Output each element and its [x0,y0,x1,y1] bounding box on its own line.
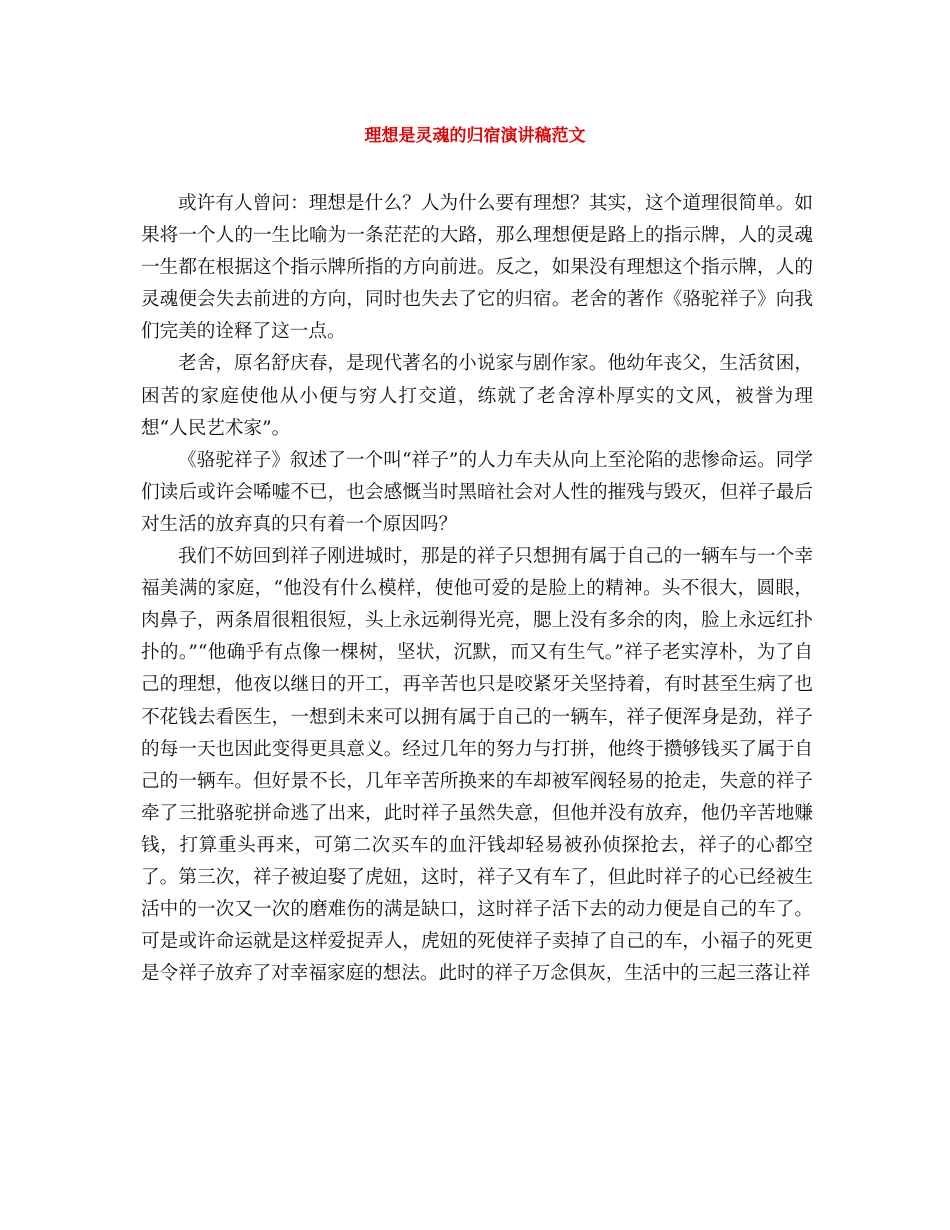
paragraph-3: 《骆驼祥子》叙述了一个叫“祥子”的人力车夫从向上至沦陷的悲惨命运。同学们读后或许会唏嘘不已，也会感慨当时黑暗社会对人性的摧残与毁灭，但祥子最后对生活的放弃真的只有着一个原因吗？ [141,449,813,535]
paragraph-1: 或许有人曾问：理想是什么？人为什么要有理想？其实，这个道理很简单。如果将一个人的一生比喻为一条茫茫的大路，那么理想便是路上的指示牌，人的灵魂一生都在根据这个指示牌所指的方向前进。反之，如果没有理想这个指示牌，人的灵魂便会失去前进的方向，同时也失去了它的归宿。老舍的著作《骆驼祥子》向我们完美的诠释了这一点。 [141,193,813,343]
document-title: 理想是灵魂的归宿演讲稿范文 [364,126,586,146]
document-body [141,188,813,990]
paragraph-4: 我们不妨回到祥子刚进城时，那是的祥子只想拥有属于自己的一辆车与一个幸福美满的家庭，“他没有什么模样，使他可爱的是脸上的精神。头不很大，圆眼，肉鼻子，两条眉很粗很短，头上永远剃得光亮，腮上没有多余的肉，脸上永远红扑扑的。”“他确乎有点像一棵树，坚状，沉默，而又有生气。”祥子老实淳朴，为了自己的理想，他夜以继日的开工，再辛苦也只是咬紧牙关坚持着，有时甚至生病了也不花钱去看医生，一想到未来可以拥有属于自己的一辆车，祥子便浑身是劲，祥子的每一天也因此变得更具意义。经过几年的努力与打拼，他终于攒够钱买了属于自己的一辆车。但好景不长，几年辛苦所换来的车却被军阀轻易的抢走，失意的祥子牵了三批骆驼拼命逃了出来，此时祥子虽然失意，但他并没有放弃，他仍辛苦地赚钱，打算重头再来，可第二次买车的血汗钱却轻易被孙侦探抢去，祥子的心都空了。第三次，祥子被迫娶了虎妞，这时，祥子又有车了，但此时祥子的心已经被生活中的一次又一次的磨难伤的满是缺口，这时祥子活下去的动力便是自己的车了。可是或许命运就是这样爱捉弄人，虎妞的死使祥子卖掉了自己的车，小福子的死更是令祥子放弃了对幸福家庭的想法。此时的祥子万念俱灰，生活中的三起三落让祥 [141,546,813,985]
paragraph-2: 老舍，原名舒庆春，是现代著名的小说家与剧作家。他幼年丧父，生活贫困，困苦的家庭使他从小便与穷人打交道，练就了老舍淳朴厚实的文风，被誉为理想“人民艺术家”。 [141,353,813,439]
